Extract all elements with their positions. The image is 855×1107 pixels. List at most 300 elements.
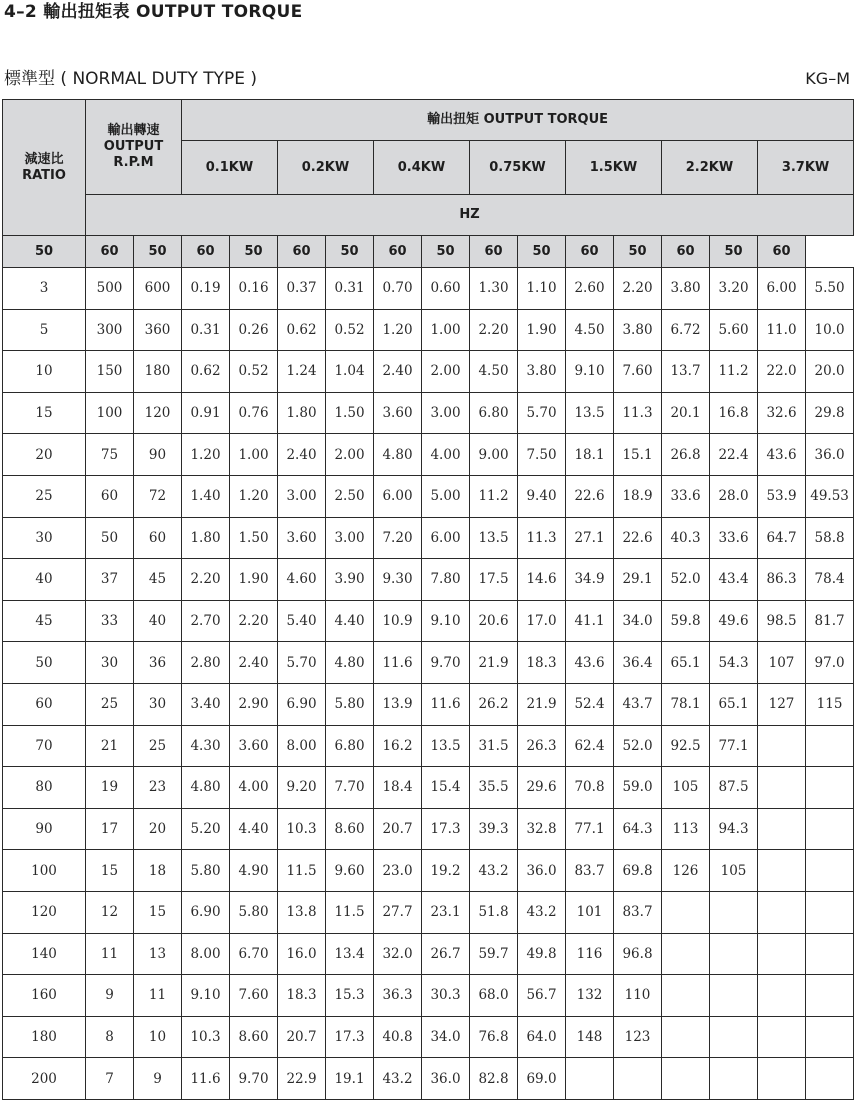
rpm-cell: 75	[86, 434, 134, 476]
torque-cell: 5.70	[518, 392, 566, 434]
rpm-cell: 100	[86, 392, 134, 434]
torque-cell	[710, 891, 758, 933]
torque-cell: 2.20	[182, 559, 230, 601]
torque-cell: 2.50	[326, 475, 374, 517]
torque-cell	[758, 850, 806, 892]
torque-cell: 27.1	[566, 517, 614, 559]
rpm-cell: 9	[86, 975, 134, 1017]
torque-cell: 7.60	[614, 351, 662, 393]
torque-cell: 6.80	[326, 725, 374, 767]
torque-cell: 3.60	[278, 517, 326, 559]
ratio-cell: 100	[3, 850, 86, 892]
torque-cell: 18.4	[374, 767, 422, 809]
torque-cell: 15.4	[422, 767, 470, 809]
ratio-cell: 60	[3, 683, 86, 725]
torque-cell: 0.70	[374, 268, 422, 310]
torque-cell: 36.3	[374, 975, 422, 1017]
torque-cell: 69.0	[518, 1058, 566, 1100]
rpm-cell: 600	[134, 268, 182, 310]
torque-cell: 36.0	[806, 434, 854, 476]
table-row	[3, 351, 854, 393]
torque-cell	[662, 933, 710, 975]
table-row	[3, 559, 854, 601]
torque-cell: 18.9	[614, 475, 662, 517]
rpm-cell: 19	[86, 767, 134, 809]
torque-cell: 20.0	[806, 351, 854, 393]
model-code: KG–M	[805, 69, 850, 88]
torque-cell: 4.50	[470, 351, 518, 393]
ratio-cell: 30	[3, 517, 86, 559]
torque-cell: 34.0	[422, 1016, 470, 1058]
torque-cell: 23.1	[422, 891, 470, 933]
table-row	[3, 725, 854, 767]
torque-cell	[806, 933, 854, 975]
torque-cell: 10.9	[374, 600, 422, 642]
torque-cell: 26.2	[470, 683, 518, 725]
ratio-cell: 5	[3, 309, 86, 351]
hz-header: HZ	[86, 195, 854, 236]
rpm-cell: 40	[134, 600, 182, 642]
torque-cell: 26.7	[422, 933, 470, 975]
torque-cell: 107	[758, 642, 806, 684]
torque-cell: 94.3	[710, 808, 758, 850]
torque-cell: 9.70	[422, 642, 470, 684]
torque-cell	[758, 767, 806, 809]
torque-cell: 13.5	[566, 392, 614, 434]
ratio-cell: 40	[3, 559, 86, 601]
torque-cell: 17.3	[422, 808, 470, 850]
torque-cell: 30.3	[422, 975, 470, 1017]
table-row	[3, 1016, 854, 1058]
torque-cell: 11.2	[710, 351, 758, 393]
torque-cell	[758, 725, 806, 767]
torque-cell: 32.0	[374, 933, 422, 975]
rpm-cell: 90	[134, 434, 182, 476]
torque-cell: 29.8	[806, 392, 854, 434]
torque-cell: 5.50	[806, 268, 854, 310]
torque-cell: 43.6	[566, 642, 614, 684]
torque-cell: 7.60	[230, 975, 278, 1017]
ratio-cell: 80	[3, 767, 86, 809]
torque-cell: 115	[806, 683, 854, 725]
power-header-1.5kw: 1.5KW	[566, 141, 662, 195]
torque-cell: 22.6	[614, 517, 662, 559]
table-row	[3, 392, 854, 434]
torque-cell: 18.1	[566, 434, 614, 476]
torque-cell: 26.8	[662, 434, 710, 476]
torque-cell: 7.80	[422, 559, 470, 601]
torque-cell	[662, 975, 710, 1017]
table-row	[3, 517, 854, 559]
table-header	[3, 100, 854, 268]
torque-cell: 52.0	[662, 559, 710, 601]
torque-cell: 9.10	[566, 351, 614, 393]
rpm-cell: 60	[86, 475, 134, 517]
torque-cell: 59.8	[662, 600, 710, 642]
torque-cell: 20.1	[662, 392, 710, 434]
torque-cell: 19.1	[326, 1058, 374, 1100]
torque-cell: 4.40	[230, 808, 278, 850]
torque-cell	[806, 891, 854, 933]
rpm-cell: 360	[134, 309, 182, 351]
torque-cell: 5.80	[182, 850, 230, 892]
torque-cell: 10.3	[182, 1016, 230, 1058]
torque-cell: 22.4	[710, 434, 758, 476]
torque-cell: 0.37	[278, 268, 326, 310]
torque-cell: 1.04	[326, 351, 374, 393]
torque-cell: 33.6	[710, 517, 758, 559]
torque-cell: 7.70	[326, 767, 374, 809]
torque-cell: 101	[566, 891, 614, 933]
torque-cell: 0.76	[230, 392, 278, 434]
torque-cell: 2.60	[566, 268, 614, 310]
torque-cell: 6.70	[230, 933, 278, 975]
rpm-cell: 45	[134, 559, 182, 601]
torque-cell: 7.20	[374, 517, 422, 559]
torque-cell: 53.9	[758, 475, 806, 517]
rpm-cell: 25	[86, 683, 134, 725]
torque-cell: 1.30	[470, 268, 518, 310]
torque-cell: 4.30	[182, 725, 230, 767]
torque-cell: 5.40	[278, 600, 326, 642]
torque-cell: 9.60	[326, 850, 374, 892]
frequency-header-cell: 60	[374, 236, 422, 268]
rpm-cell: 120	[134, 392, 182, 434]
torque-cell: 5.70	[278, 642, 326, 684]
torque-cell: 11.3	[518, 517, 566, 559]
torque-cell: 2.40	[278, 434, 326, 476]
rpm-cell: 72	[134, 475, 182, 517]
power-header-0.1kw: 0.1KW	[182, 141, 278, 195]
torque-cell: 0.62	[182, 351, 230, 393]
torque-cell: 123	[614, 1016, 662, 1058]
table-row	[3, 808, 854, 850]
torque-cell: 1.24	[278, 351, 326, 393]
ratio-cell: 45	[3, 600, 86, 642]
ratio-cell: 200	[3, 1058, 86, 1100]
torque-cell: 0.60	[422, 268, 470, 310]
torque-cell: 43.4	[710, 559, 758, 601]
torque-cell: 97.0	[806, 642, 854, 684]
rpm-cell: 37	[86, 559, 134, 601]
torque-cell: 2.20	[614, 268, 662, 310]
torque-cell: 43.2	[374, 1058, 422, 1100]
torque-cell: 20.7	[374, 808, 422, 850]
torque-cell: 43.7	[614, 683, 662, 725]
ratio-cell: 70	[3, 725, 86, 767]
torque-cell: 11.6	[182, 1058, 230, 1100]
ratio-cell: 3	[3, 268, 86, 310]
torque-cell: 49.53	[806, 475, 854, 517]
torque-cell: 1.10	[518, 268, 566, 310]
torque-cell: 59.0	[614, 767, 662, 809]
torque-cell: 2.80	[182, 642, 230, 684]
torque-cell: 16.8	[710, 392, 758, 434]
torque-cell: 9.10	[182, 975, 230, 1017]
torque-cell: 113	[662, 808, 710, 850]
torque-cell: 40.3	[662, 517, 710, 559]
torque-cell: 3.60	[230, 725, 278, 767]
torque-cell: 14.6	[518, 559, 566, 601]
rpm-cell: 13	[134, 933, 182, 975]
torque-cell: 9.40	[518, 475, 566, 517]
torque-cell: 1.20	[230, 475, 278, 517]
torque-cell: 81.7	[806, 600, 854, 642]
torque-cell	[806, 767, 854, 809]
torque-cell	[806, 725, 854, 767]
torque-cell: 69.8	[614, 850, 662, 892]
table-row	[3, 600, 854, 642]
rpm-cell: 10	[134, 1016, 182, 1058]
torque-cell: 62.4	[566, 725, 614, 767]
table-row	[3, 767, 854, 809]
table-row	[3, 683, 854, 725]
torque-cell	[710, 975, 758, 1017]
torque-cell: 4.80	[326, 642, 374, 684]
torque-cell: 1.50	[230, 517, 278, 559]
torque-cell: 1.00	[422, 309, 470, 351]
torque-cell: 65.1	[662, 642, 710, 684]
torque-cell: 2.40	[374, 351, 422, 393]
torque-cell: 127	[758, 683, 806, 725]
torque-cell: 2.00	[326, 434, 374, 476]
torque-cell: 4.90	[230, 850, 278, 892]
torque-cell: 3.80	[662, 268, 710, 310]
torque-cell	[806, 808, 854, 850]
rpm-cell: 17	[86, 808, 134, 850]
page-title: 4–2 輸出扭矩表 OUTPUT TORQUE	[4, 2, 303, 22]
frequency-header-cell: 50	[710, 236, 758, 268]
torque-cell: 31.5	[470, 725, 518, 767]
torque-cell: 11.3	[614, 392, 662, 434]
torque-cell: 7.50	[518, 434, 566, 476]
frequency-header-cell: 50	[614, 236, 662, 268]
ratio-cell: 15	[3, 392, 86, 434]
torque-cell: 21.9	[518, 683, 566, 725]
torque-cell	[710, 1016, 758, 1058]
frequency-header-row	[3, 236, 854, 268]
table-row	[3, 933, 854, 975]
torque-cell	[710, 933, 758, 975]
torque-cell: 3.80	[614, 309, 662, 351]
torque-cell: 0.31	[182, 309, 230, 351]
torque-cell: 4.40	[326, 600, 374, 642]
torque-cell: 6.00	[422, 517, 470, 559]
torque-cell: 1.80	[278, 392, 326, 434]
ratio-cell: 120	[3, 891, 86, 933]
torque-cell: 17.5	[470, 559, 518, 601]
torque-cell: 49.8	[518, 933, 566, 975]
torque-cell: 0.91	[182, 392, 230, 434]
torque-cell: 32.6	[758, 392, 806, 434]
torque-cell: 9.20	[278, 767, 326, 809]
torque-cell	[806, 975, 854, 1017]
torque-cell: 20.7	[278, 1016, 326, 1058]
torque-cell: 40.8	[374, 1016, 422, 1058]
frequency-header-cell: 60	[182, 236, 230, 268]
torque-cell: 36.0	[518, 850, 566, 892]
rpm-cell: 9	[134, 1058, 182, 1100]
torque-cell: 0.19	[182, 268, 230, 310]
torque-cell: 13.7	[662, 351, 710, 393]
torque-cell: 11.6	[422, 683, 470, 725]
ratio-cell: 140	[3, 933, 86, 975]
frequency-header-cell: 60	[470, 236, 518, 268]
torque-cell: 68.0	[470, 975, 518, 1017]
table-row	[3, 434, 854, 476]
torque-cell: 52.0	[614, 725, 662, 767]
torque-cell: 126	[662, 850, 710, 892]
torque-cell: 4.80	[182, 767, 230, 809]
torque-cell: 4.50	[566, 309, 614, 351]
torque-cell: 36.4	[614, 642, 662, 684]
torque-cell: 3.60	[374, 392, 422, 434]
torque-cell: 11.0	[758, 309, 806, 351]
page-subtitle: 標準型 ( NORMAL DUTY TYPE )	[4, 69, 258, 89]
torque-cell: 5.80	[230, 891, 278, 933]
rpm-cell: 8	[86, 1016, 134, 1058]
torque-cell: 86.3	[758, 559, 806, 601]
torque-cell: 8.00	[182, 933, 230, 975]
torque-cell: 35.5	[470, 767, 518, 809]
frequency-header-cell: 50	[422, 236, 470, 268]
torque-cell: 0.26	[230, 309, 278, 351]
torque-cell: 13.9	[374, 683, 422, 725]
rpm-cell: 33	[86, 600, 134, 642]
rpm-cell: 21	[86, 725, 134, 767]
torque-cell	[614, 1058, 662, 1100]
torque-cell: 1.00	[230, 434, 278, 476]
rpm-header-en: OUTPUT	[103, 139, 164, 154]
torque-cell: 110	[614, 975, 662, 1017]
torque-cell: 6.80	[470, 392, 518, 434]
torque-cell: 36.0	[422, 1058, 470, 1100]
rpm-cell: 23	[134, 767, 182, 809]
torque-cell: 22.9	[278, 1058, 326, 1100]
rpm-cell: 12	[86, 891, 134, 933]
torque-cell: 10.0	[806, 309, 854, 351]
ratio-cell: 180	[3, 1016, 86, 1058]
torque-cell: 8.60	[230, 1016, 278, 1058]
torque-cell: 11.2	[470, 475, 518, 517]
torque-cell: 83.7	[566, 850, 614, 892]
frequency-header-cell: 60	[662, 236, 710, 268]
torque-cell: 29.1	[614, 559, 662, 601]
ratio-cell: 25	[3, 475, 86, 517]
rpm-cell: 150	[86, 351, 134, 393]
torque-cell: 2.90	[230, 683, 278, 725]
torque-cell: 20.6	[470, 600, 518, 642]
torque-cell: 17.3	[326, 1016, 374, 1058]
torque-cell: 29.6	[518, 767, 566, 809]
frequency-header-cell: 60	[758, 236, 806, 268]
torque-cell: 49.6	[710, 600, 758, 642]
torque-cell: 78.4	[806, 559, 854, 601]
power-header-0.4kw: 0.4KW	[374, 141, 470, 195]
table-row	[3, 1058, 854, 1100]
torque-cell: 1.40	[182, 475, 230, 517]
torque-cell	[662, 1058, 710, 1100]
torque-cell: 92.5	[662, 725, 710, 767]
torque-cell	[710, 1058, 758, 1100]
rpm-cell: 60	[134, 517, 182, 559]
table-row	[3, 475, 854, 517]
torque-cell: 98.5	[758, 600, 806, 642]
torque-cell	[758, 975, 806, 1017]
torque-cell: 21.9	[470, 642, 518, 684]
rpm-cell: 15	[86, 850, 134, 892]
torque-cell: 6.00	[758, 268, 806, 310]
rpm-cell: 180	[134, 351, 182, 393]
rpm-cell: 500	[86, 268, 134, 310]
torque-cell: 76.8	[470, 1016, 518, 1058]
torque-cell: 15.3	[326, 975, 374, 1017]
torque-cell: 2.20	[470, 309, 518, 351]
torque-cell: 96.8	[614, 933, 662, 975]
torque-cell: 4.00	[422, 434, 470, 476]
table-row	[3, 975, 854, 1017]
torque-cell: 33.6	[662, 475, 710, 517]
torque-cell: 34.9	[566, 559, 614, 601]
torque-cell: 27.7	[374, 891, 422, 933]
torque-cell: 1.20	[374, 309, 422, 351]
torque-cell	[806, 1016, 854, 1058]
torque-cell	[806, 1058, 854, 1100]
torque-cell: 0.52	[230, 351, 278, 393]
torque-cell	[758, 891, 806, 933]
torque-cell: 1.90	[518, 309, 566, 351]
rpm-cell: 11	[86, 933, 134, 975]
frequency-header-cell: 50	[230, 236, 278, 268]
torque-cell: 23.0	[374, 850, 422, 892]
torque-cell: 3.90	[326, 559, 374, 601]
frequency-header-cell: 50	[326, 236, 374, 268]
torque-cell: 65.1	[710, 683, 758, 725]
torque-cell: 3.00	[326, 517, 374, 559]
torque-cell: 2.70	[182, 600, 230, 642]
rpm-cell: 18	[134, 850, 182, 892]
torque-cell: 28.0	[710, 475, 758, 517]
rpm-header	[86, 100, 182, 195]
torque-cell: 34.0	[614, 600, 662, 642]
rpm-cell: 20	[134, 808, 182, 850]
torque-cell: 39.3	[470, 808, 518, 850]
torque-cell: 18.3	[278, 975, 326, 1017]
torque-cell: 10.3	[278, 808, 326, 850]
torque-cell	[758, 808, 806, 850]
torque-cell: 3.80	[518, 351, 566, 393]
frequency-header-cell: 50	[134, 236, 182, 268]
ratio-header-cn: 減速比	[24, 151, 64, 167]
torque-cell: 83.7	[614, 891, 662, 933]
torque-cell: 13.5	[422, 725, 470, 767]
torque-cell: 105	[662, 767, 710, 809]
torque-cell: 148	[566, 1016, 614, 1058]
rpm-cell: 36	[134, 642, 182, 684]
torque-cell	[662, 891, 710, 933]
power-header-0.75kw: 0.75KW	[470, 141, 566, 195]
torque-header: 輸出扭矩 OUTPUT TORQUE	[182, 100, 854, 141]
torque-cell: 9.30	[374, 559, 422, 601]
torque-cell: 78.1	[662, 683, 710, 725]
frequency-header-cell: 60	[86, 236, 134, 268]
torque-cell	[806, 850, 854, 892]
torque-cell	[758, 1016, 806, 1058]
torque-cell: 43.2	[518, 891, 566, 933]
rpm-cell: 30	[134, 683, 182, 725]
torque-cell: 11.6	[374, 642, 422, 684]
torque-cell: 82.8	[470, 1058, 518, 1100]
